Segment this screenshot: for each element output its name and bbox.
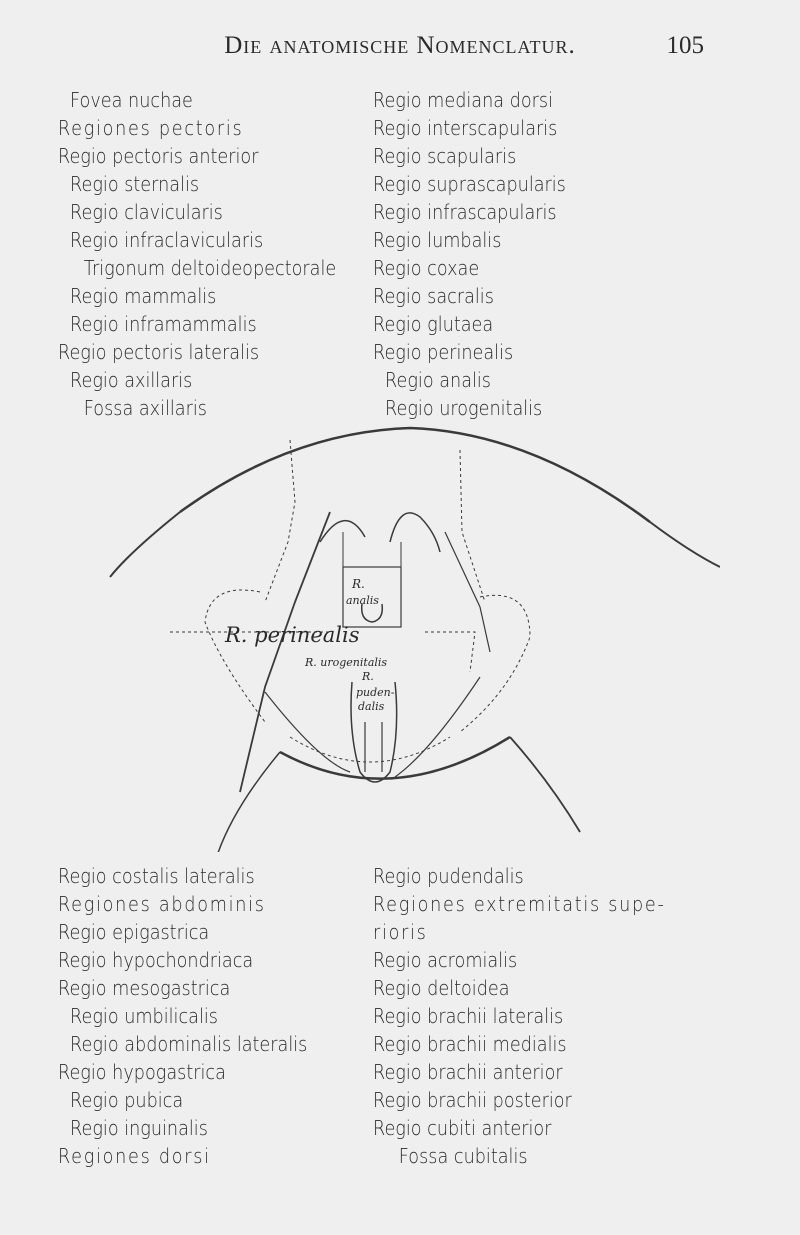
dotted-line-left: [265, 440, 295, 602]
anal-box-top-line: [343, 532, 401, 567]
term-item: Regio coxae: [373, 256, 480, 280]
term-item: Regio deltoidea: [373, 976, 510, 1000]
term-item: Regio cubiti anterior: [373, 1116, 552, 1140]
running-title: Die anatomische Nomenclatur.: [224, 32, 576, 59]
term-item: Regio pectoris anterior: [58, 144, 259, 168]
term-item: Regio infrascapularis: [373, 200, 557, 224]
term-item: Regio inguinalis: [70, 1116, 208, 1140]
figure-label-pudendalis: puden-: [356, 686, 395, 699]
figure-label-urogenitalis: R. urogenitalis: [305, 656, 388, 669]
term-item: Regio infraclavicularis: [70, 228, 264, 252]
term-item: Regio axillaris: [70, 368, 193, 392]
term-item: Regio lumbalis: [373, 228, 502, 252]
term-item: Regio sternalis: [70, 172, 200, 196]
term-item: Trigonum deltoideopectorale: [83, 256, 337, 280]
term-item: Regio hypogastrica: [58, 1060, 226, 1084]
term-item: Regio mediana dorsi: [373, 88, 553, 112]
term-item: Regio epigastrica: [58, 920, 210, 944]
perineal-line-right: [425, 632, 475, 672]
side-loop-right: [460, 595, 530, 732]
term-item: Regio mesogastrica: [58, 976, 231, 1000]
side-loop-left: [205, 590, 265, 722]
figure-label-r2: R.: [362, 670, 374, 683]
term-item: Regio brachii posterior: [373, 1088, 572, 1112]
term-item: Regio urogenitalis: [385, 396, 543, 420]
lower-line-left: [265, 692, 350, 772]
perineal-regions-figure: [90, 392, 720, 852]
page-header: [0, 28, 800, 64]
figure-label-analis: analis: [346, 594, 379, 607]
term-item: Regio acromialis: [373, 948, 518, 972]
term-list-bottom-left: [58, 862, 348, 1170]
lower-dotted-arc: [290, 737, 450, 762]
term-heading: rioris: [373, 920, 428, 944]
term-list-top-left: [58, 86, 382, 422]
term-item: Regio brachii lateralis: [373, 1004, 564, 1028]
term-item: Regio perinealis: [373, 340, 514, 364]
term-item: Regio pubica: [70, 1088, 184, 1112]
term-list-bottom-right: [373, 862, 713, 1170]
term-item: Regio pudendalis: [373, 864, 524, 888]
term-heading: Regiones extremitatis supe-: [373, 892, 666, 916]
term-heading: Regiones abdominis: [58, 892, 266, 916]
buttock-curve-center: [390, 513, 440, 552]
term-item: Fossa cubitalis: [398, 1144, 528, 1168]
thigh-line-right: [445, 532, 490, 652]
term-item: Regio costalis lateralis: [58, 864, 255, 888]
term-item: Regio pectoris lateralis: [58, 340, 260, 364]
term-list-top-right: [373, 86, 597, 422]
term-heading: Regiones pectoris: [58, 116, 244, 140]
term-item: Regio inframammalis: [70, 312, 257, 336]
outer-contour-left: [110, 512, 180, 577]
figure-label-perinealis: R. perinealis: [225, 623, 360, 647]
term-item: Regio brachii anterior: [373, 1060, 563, 1084]
outer-contour-top: [180, 428, 650, 522]
term-item: Regio suprascapularis: [373, 172, 566, 196]
term-item: Regio abdominalis lateralis: [70, 1032, 308, 1056]
term-item: Regio brachii medialis: [373, 1032, 567, 1056]
term-item: Regio interscapularis: [373, 116, 558, 140]
term-item: Regio sacralis: [373, 284, 494, 308]
term-item: Regio clavicularis: [70, 200, 223, 224]
term-item: Regio hypochondriaca: [58, 948, 254, 972]
term-item: Regio umbilicalis: [70, 1004, 218, 1028]
term-item: Fovea nuchae: [70, 88, 193, 112]
dotted-line-right: [460, 450, 485, 602]
term-item: Fossa axillaris: [83, 396, 207, 420]
term-item: Regio glutaea: [373, 312, 494, 336]
outer-contour-right: [650, 522, 720, 567]
page-number: 105: [666, 32, 704, 59]
lower-contour-left: [215, 752, 280, 852]
term-item: Regio mammalis: [70, 284, 217, 308]
lower-contour-right: [510, 737, 580, 832]
figure-label-r: R.: [352, 577, 365, 591]
term-heading: Regiones dorsi: [58, 1144, 211, 1168]
pudendal-inner: [365, 722, 382, 772]
lower-line-right: [395, 677, 480, 777]
term-item: Regio scapularis: [373, 144, 517, 168]
figure-label-dalis: dalis: [358, 700, 385, 713]
term-item: Regio analis: [385, 368, 491, 392]
